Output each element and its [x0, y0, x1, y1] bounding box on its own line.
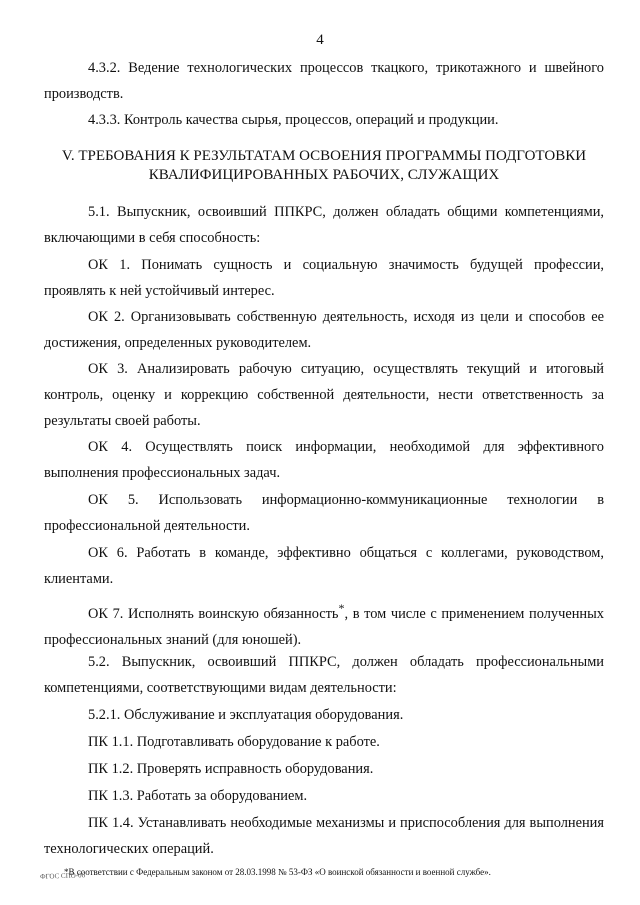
document-stamp: ФГОС СПО-06: [39, 871, 86, 881]
section-title: [44, 147, 604, 185]
ok-2: ОК 2. Организовывать собственную деятельность, исходя из цели и способов ее достижения, определенных руководителем.: [44, 309, 604, 351]
pk-1-1: ПК 1.1. Подготавливать оборудование к работе.: [88, 734, 380, 750]
footnote-mark: *: [338, 601, 345, 615]
footnote: *В соответствии с Федеральным законом от 28.03.1998 № 53-ФЗ «О воинской обязанности и военной службе».: [64, 867, 491, 877]
ok-7-text-end: , в том числе с применением полученных профессиональных знаний (для юношей).: [44, 605, 604, 648]
paragraph-4-3-2: 4.3.2. Ведение технологических процессов ткацкого, трикотажного и швейного производств.: [44, 60, 604, 102]
pk-1-3: ПК 1.3. Работать за оборудованием.: [88, 788, 308, 804]
clause-5-2-1: 5.2.1. Обслуживание и эксплуатация оборудования.: [88, 707, 404, 723]
pk-1-4: ПК 1.4. Устанавливать необходимые механизмы и приспособления для выполнения технологических операций.: [44, 815, 604, 857]
ok-7-text-start: ОК 7. Исполнять воинскую обязанность: [88, 605, 339, 622]
ok-5: ОК 5. Использовать информационно-коммуникационные технологии в профессиональной деятельности.: [44, 492, 604, 534]
clause-5-1: 5.1. Выпускник, освоивший ППКРС, должен обладать общими компетенциями, включающими в себя способность:: [44, 204, 604, 246]
clause-5-2: 5.2. Выпускник, освоивший ППКРС, должен обладать профессиональными компетенциями, соответствующими видам деятельности:: [44, 654, 604, 696]
section-title-line-1: V. ТРЕБОВАНИЯ К РЕЗУЛЬТАТАМ ОСВОЕНИЯ ПРОГРАММЫ ПОДГОТОВКИ: [61, 148, 587, 164]
ok-6: ОК 6. Работать в команде, эффективно общаться с коллегами, руководством, клиентами.: [44, 545, 604, 587]
pk-1-2: ПК 1.2. Проверять исправность оборудования.: [88, 761, 374, 777]
ok-1: ОК 1. Понимать сущность и социальную значимость будущей профессии, проявлять к ней устойчивый интерес.: [44, 257, 604, 299]
ok-7: [44, 595, 604, 653]
section-title-line-2: КВАЛИФИЦИРОВАННЫХ РАБОЧИХ, СЛУЖАЩИХ: [148, 167, 500, 183]
ok-4: ОК 4. Осуществлять поиск информации, необходимой для эффективного выполнения профессиональных задач.: [44, 439, 604, 481]
ok-3: ОК 3. Анализировать рабочую ситуацию, осуществлять текущий и итоговый контроль, оценку и коррекцию собственной деятельности, нести ответственность за результаты своей работы.: [44, 361, 604, 429]
paragraph-4-3-3: 4.3.3. Контроль качества сырья, процессов, операций и продукции.: [88, 112, 499, 128]
page-number: 4: [316, 32, 324, 48]
